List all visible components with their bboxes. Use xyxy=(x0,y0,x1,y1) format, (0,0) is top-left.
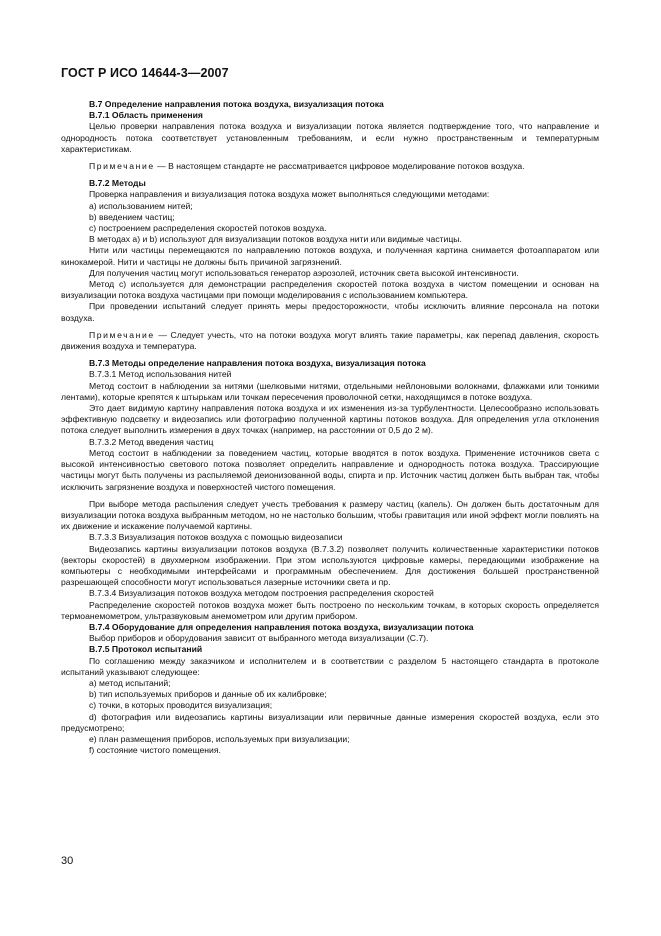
section-heading: B.7.4 Оборудование для определения направления потока воздуха, визуализации потока xyxy=(89,621,474,632)
paragraph: Метод состоит в наблюдении за нитями (шелковыми нитями, отдельными нейлоновыми волокнами, флажками или тонкими лентами), которые крепятся к штырькам или точкам пересечения проволочной сетки, находящимся в потоке воздуха. xyxy=(61,380,599,402)
section-heading: B.7.1 Область применения xyxy=(89,110,203,121)
list-item: a) метод испытаний; xyxy=(89,677,171,688)
list-item: B.7.3.4 Визуализация потоков воздуха методом построения распределения скоростей xyxy=(89,588,434,599)
paragraph: Метод состоит в наблюдении за поведением частиц, которые вводятся в поток воздуха. Применение источников света с высокой интенсивностью светового потока позволяет определить направление и однородность потока воздуха. Трассирующие частицы могут быть получены из распыляемой деионизованной воды, спирта и пр. Источник частиц должен быть выбран так, чтобы исключить загрязнение воздуха и поверхностей чистого помещения. xyxy=(61,447,599,492)
list-item: b) тип используемых приборов и данные об их калибровке; xyxy=(89,689,327,700)
paragraph: Выбор приборов и оборудования зависит от выбранного метода визуализации (C.7). xyxy=(89,633,429,644)
list-item: B.7.3.1 Метод использования нитей xyxy=(89,369,232,380)
paragraph: Метод c) используется для демонстрации распределения скоростей потока воздуха в чистом помещении и основан на визуализации потока воздуха частицами при помощи моделирования с использованием компьютера. xyxy=(61,279,599,301)
note-paragraph xyxy=(61,161,599,172)
paragraph: Проверка направления и визуализация потока воздуха может выполняться следующими методами: xyxy=(89,189,490,200)
list-item: e) план размещения приборов, используемых при визуализации; xyxy=(89,733,350,744)
list-item: B.7.3.2 Метод введения частиц xyxy=(89,436,214,447)
section-heading: B.7.5 Протокол испытаний xyxy=(89,644,203,655)
paragraph: d) фотография или видеозапись картины визуализации или первичные данные измерения скоростей воздуха, если это предусмотрено; xyxy=(61,711,599,733)
note-paragraph xyxy=(61,330,599,352)
paragraph: В методах а) и b) используют для визуализации потоков воздуха нити или видимые частицы. xyxy=(89,234,462,245)
paragraph: Это дает видимую картину направления потока воздуха и их изменения из-за турбулентности. Целесообразно использовать эффективную подсветку и видеозапись или фотографию полученной картины потоков воздуха. Для определения угла отклонения потока следует выполнить измерения в двух точках (например, на расстоянии от 0,5 до 2 м). xyxy=(61,403,599,436)
page-number: 30 xyxy=(61,855,74,867)
note-text: — Следует учесть, что на потоки воздуха могут влиять такие параметры, как перепад давления, скорость движения воздуха и температура. xyxy=(61,329,599,352)
document-header: ГОСТ Р ИСО 14644-3—2007 xyxy=(61,66,229,80)
list-item: f) состояние чистого помещения. xyxy=(89,745,221,756)
list-item: c) построением распределения скоростей потоков воздуха. xyxy=(89,223,327,234)
note-text: — В настоящем стандарте не рассматривается цифровое моделирование потоков воздуха. xyxy=(154,161,525,172)
paragraph: При выборе метода распыления следует учесть требования к размеру частиц (капель). Он должен быть достаточным для визуализации потока воздуха выбранным методом, но не настолько большим, чтобы гравитация или иной эффект могли повлиять на их движение и искажение получаемой картины. xyxy=(61,498,599,532)
paragraph: По соглашению между заказчиком и исполнителем и в соответствии с разделом 5 настоящего стандарта в протоколе испытаний указывают следующее: xyxy=(61,655,599,677)
list-item: b) введением частиц; xyxy=(89,211,175,222)
paragraph: Распределение скоростей потоков воздуха может быть построено по нескольким точкам, в которых скорость определяется термоанемометром, ультразвуковым анемометром или другим прибором. xyxy=(61,599,599,621)
section-heading: B.7.3 Методы определение направления потока воздуха, визуализация потока xyxy=(89,358,426,369)
list-item: a) использованием нитей; xyxy=(89,200,193,211)
section-heading: B.7 Определение направления потока воздуха, визуализация потока xyxy=(89,99,384,109)
paragraph: При проведении испытаний следует принять меры предосторожности, чтобы исключить влияние персонала на потоки воздуха. xyxy=(61,301,599,323)
paragraph: Нити или частицы перемещаются по направлению потоков воздуха, и полученная картина снимается фотоаппаратом или кинокамерой. Нити и частицы не должны быть причиной загрязнений. xyxy=(61,245,599,267)
list-item: B.7.3.3 Визуализация потоков воздуха с помощью видеозаписи xyxy=(89,532,343,543)
note-label: Примечание xyxy=(89,329,155,340)
list-item: c) точки, в которых проводится визуализация; xyxy=(89,700,273,711)
paragraph: Целью проверки направления потока воздуха и визуализации потока является подтверждение того, что направление и однородность потока соответствует установленным требованиям, и если нужно пространственным и температурным характеристикам. xyxy=(61,121,599,154)
section-heading: B.7.2 Методы xyxy=(89,178,146,189)
paragraph: Для получения частиц могут использоваться генератор аэрозолей, источник света высокой интенсивности. xyxy=(89,267,519,278)
document-body xyxy=(61,99,599,756)
note-label: Примечание xyxy=(89,161,155,172)
paragraph: Видеозапись картины визуализации потоков воздуха (B.7.3.2) позволяет получить количественные характеристики потоков (векторы скоростей) в двухмерном изображении. При этом используются цифровые камеры, передающими изображение на компьютеры с необходимыми интерфейсами и программным обеспечением. Для достижения большей пространственной разрешающей способности могут использоваться лазерные источники света и пр. xyxy=(61,543,599,588)
